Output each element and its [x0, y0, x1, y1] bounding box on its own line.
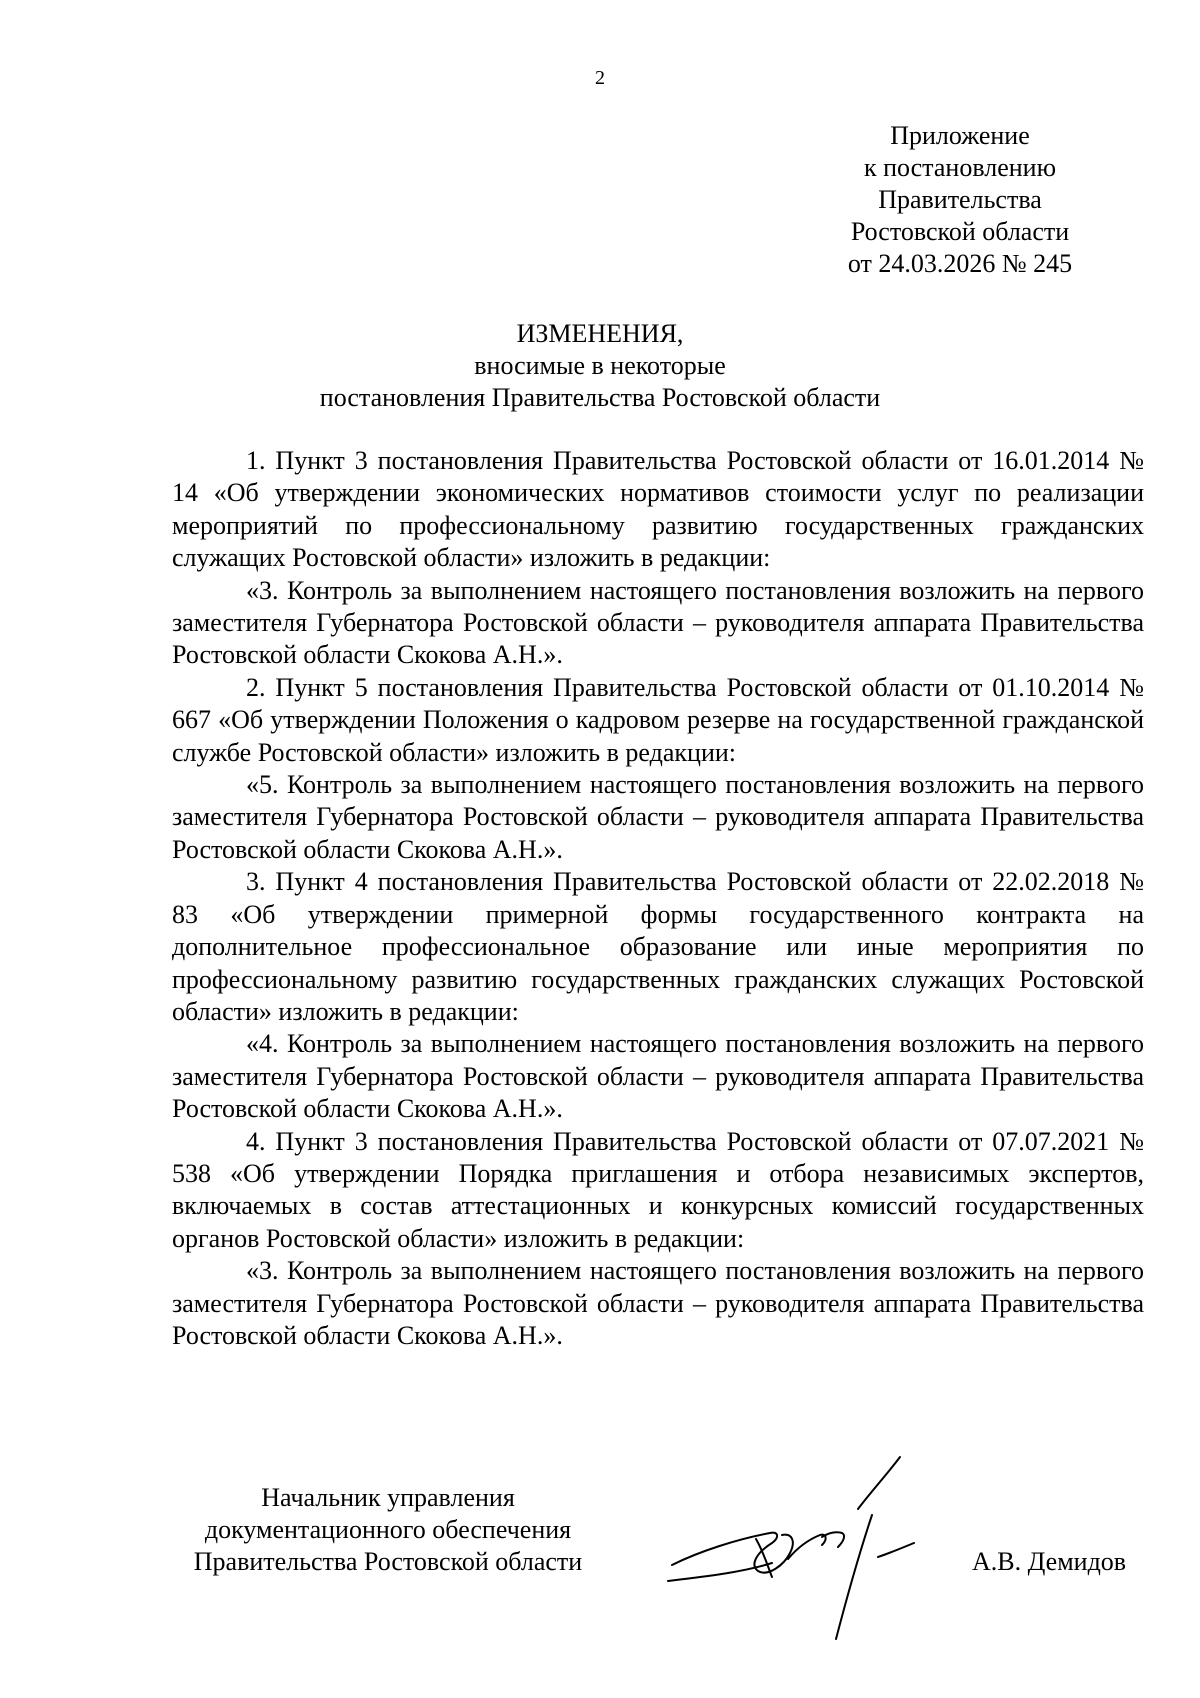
page-number: 2: [595, 67, 605, 89]
paragraph: «5. Контроль за выполнением настоящего постановления возложить на первого заместителя Губернатора Ростовской области – руководителя аппарата Правительства Ростовской области Скокова А.Н.».: [172, 770, 1144, 864]
position-line: документационного обеспечения: [204, 1515, 572, 1544]
appendix-line: к постановлению: [863, 153, 1057, 182]
document-title: [0, 318, 1200, 414]
signature-stroke: [668, 1563, 772, 1581]
paragraph: 2. Пункт 5 постановления Правительства Ростовской области от 01.10.2014 № 667 «Об утверждении Положения о кадровом резерве на государственной гражданской службе Ростовской области» изложить в редакции:: [172, 672, 1144, 767]
paragraph: 4. Пункт 3 постановления Правительства Ростовской области от 07.07.2021 № 538 «Об утверждении Порядка приглашения и отбора независимых экспертов, включаемых в состав аттестационных и конкурсных комиссий государственных органов Ростовской области» изложить в редакции:: [172, 1126, 1144, 1253]
appendix-line: Ростовской области: [850, 217, 1070, 246]
signatory-position: [168, 1482, 608, 1578]
paragraph: «3. Контроль за выполнением настоящего постановления возложить на первого заместителя Губернатора Ростовской области – руководителя аппарата Правительства Ростовской области Скокова А.Н.».: [172, 1256, 1144, 1350]
position-line: Начальник управления: [261, 1483, 515, 1512]
title-subtitle: вносимые в некоторые: [474, 351, 726, 380]
paragraph: 3. Пункт 4 постановления Правительства Ростовской области от 22.02.2018 № 83 «Об утверждении примерной формы государственного контракта на дополнительное профессиональное образование или иные мероприятия по профессиональному развитию государственных гражданских служащих Ростовской области» изложить в редакции:: [172, 867, 1144, 1026]
signer-name: А.В. Демидов: [972, 1547, 1127, 1576]
paragraph: «3. Контроль за выполнением настоящего постановления возложить на первого заместителя Губернатора Ростовской области – руководителя аппарата Правительства Ростовской области Скокова А.Н.».: [172, 575, 1144, 670]
signature-stroke: [672, 1533, 793, 1573]
appendix-line: от 24.03.2026 № 245: [847, 249, 1073, 278]
paragraph: «4. Контроль за выполнением настоящего постановления возложить на первого заместителя Губернатора Ростовской области – руководителя аппарата Правительства Ростовской области Скокова А.Н.».: [172, 1029, 1144, 1124]
signature-stroke: [858, 1457, 900, 1509]
title-subtitle: постановления Правительства Ростовской области: [319, 383, 881, 412]
appendix-line: Приложение: [890, 121, 1030, 150]
paragraph: 1. Пункт 3 постановления Правительства Ростовской области от 16.01.2014 № 14 «Об утверждении экономических нормативов стоимости услуг по реализации мероприятий по профессиональному развитию государственных гражданских служащих Ростовской области» изложить в редакции:: [172, 446, 1144, 573]
position-line: Правительства Ростовской области: [193, 1547, 583, 1576]
signature-stroke: [878, 1543, 914, 1557]
title-heading: ИЗМЕНЕНИЯ,: [516, 319, 684, 348]
appendix-header: [790, 120, 1130, 280]
handwritten-signature: [660, 1453, 970, 1643]
appendix-line: Правительства: [878, 185, 1042, 214]
signature-stroke: [788, 1535, 826, 1559]
document-body: [172, 445, 1144, 1352]
